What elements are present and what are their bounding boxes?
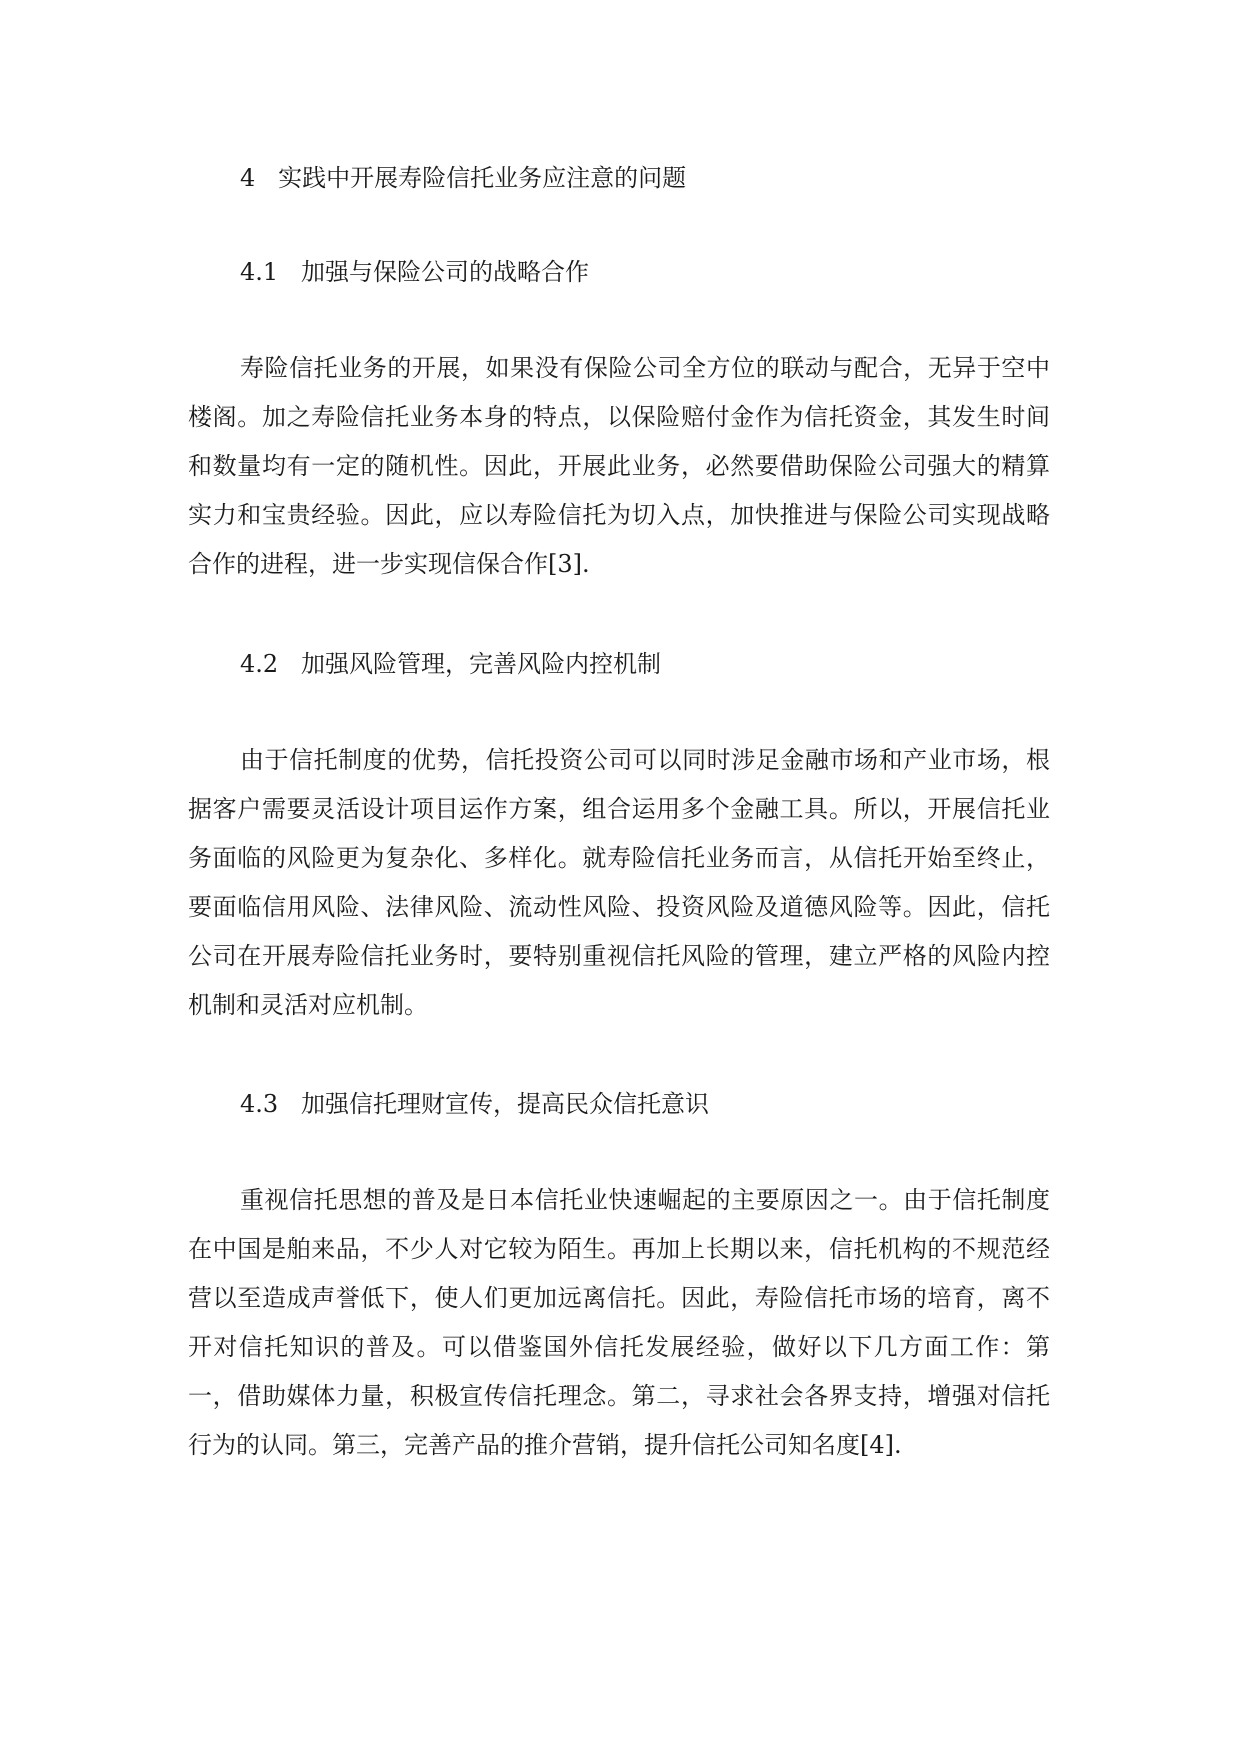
section-4-1-heading: 4.1 加强与保险公司的战略合作 [240,258,590,286]
section-4-heading: 4 实践中开展寿险信托业务应注意的问题 [240,164,687,192]
section-4-3-heading: 4.3 加强信托理财宣传，提高民众信托意识 [240,1090,710,1118]
section-4-2-paragraph: 由于信托制度的优势，信托投资公司可以同时涉足金融市场和产业市场，根据客户需要灵活设计项目运作方案，组合运用多个金融工具。所以，开展信托业务面临的风险更为复杂化、多样化。就寿险信托业务而言，从信托开始至终止，要面临信用风险、法律风险、流动性风险、投资风险及道德风险等。因此，信托公司在开展寿险信托业务时，要特别重视信托风险的管理，建立严格的风险内控机制和灵活对应机制。 [188,746,1050,1019]
section-4-2-heading: 4.2 加强风险管理，完善风险内控机制 [240,650,662,678]
section-4-3-paragraph: 重视信托思想的普及是日本信托业快速崛起的主要原因之一。由于信托制度在中国是舶来品，不少人对它较为陌生。再加上长期以来，信托机构的不规范经营以至造成声誉低下，使人们更加远离信托。因此，寿险信托市场的培育，离不开对信托知识的普及。可以借鉴国外信托发展经验，做好以下几方面工作：第一，借助媒体力量，积极宣传信托理念。第二，寻求社会各界支持，增强对信托行为的认同。第三，完善产品的推介营销，提升信托公司知名度[4]. [188,1186,1050,1459]
section-4-1-paragraph: 寿险信托业务的开展，如果没有保险公司全方位的联动与配合，无异于空中楼阁。加之寿险信托业务本身的特点，以保险赔付金作为信托资金，其发生时间和数量均有一定的随机性。因此，开展此业务，必然要借助保险公司强大的精算实力和宝贵经验。因此，应以寿险信托为切入点，加快推进与保险公司实现战略合作的进程，进一步实现信保合作[3]. [188,354,1050,578]
